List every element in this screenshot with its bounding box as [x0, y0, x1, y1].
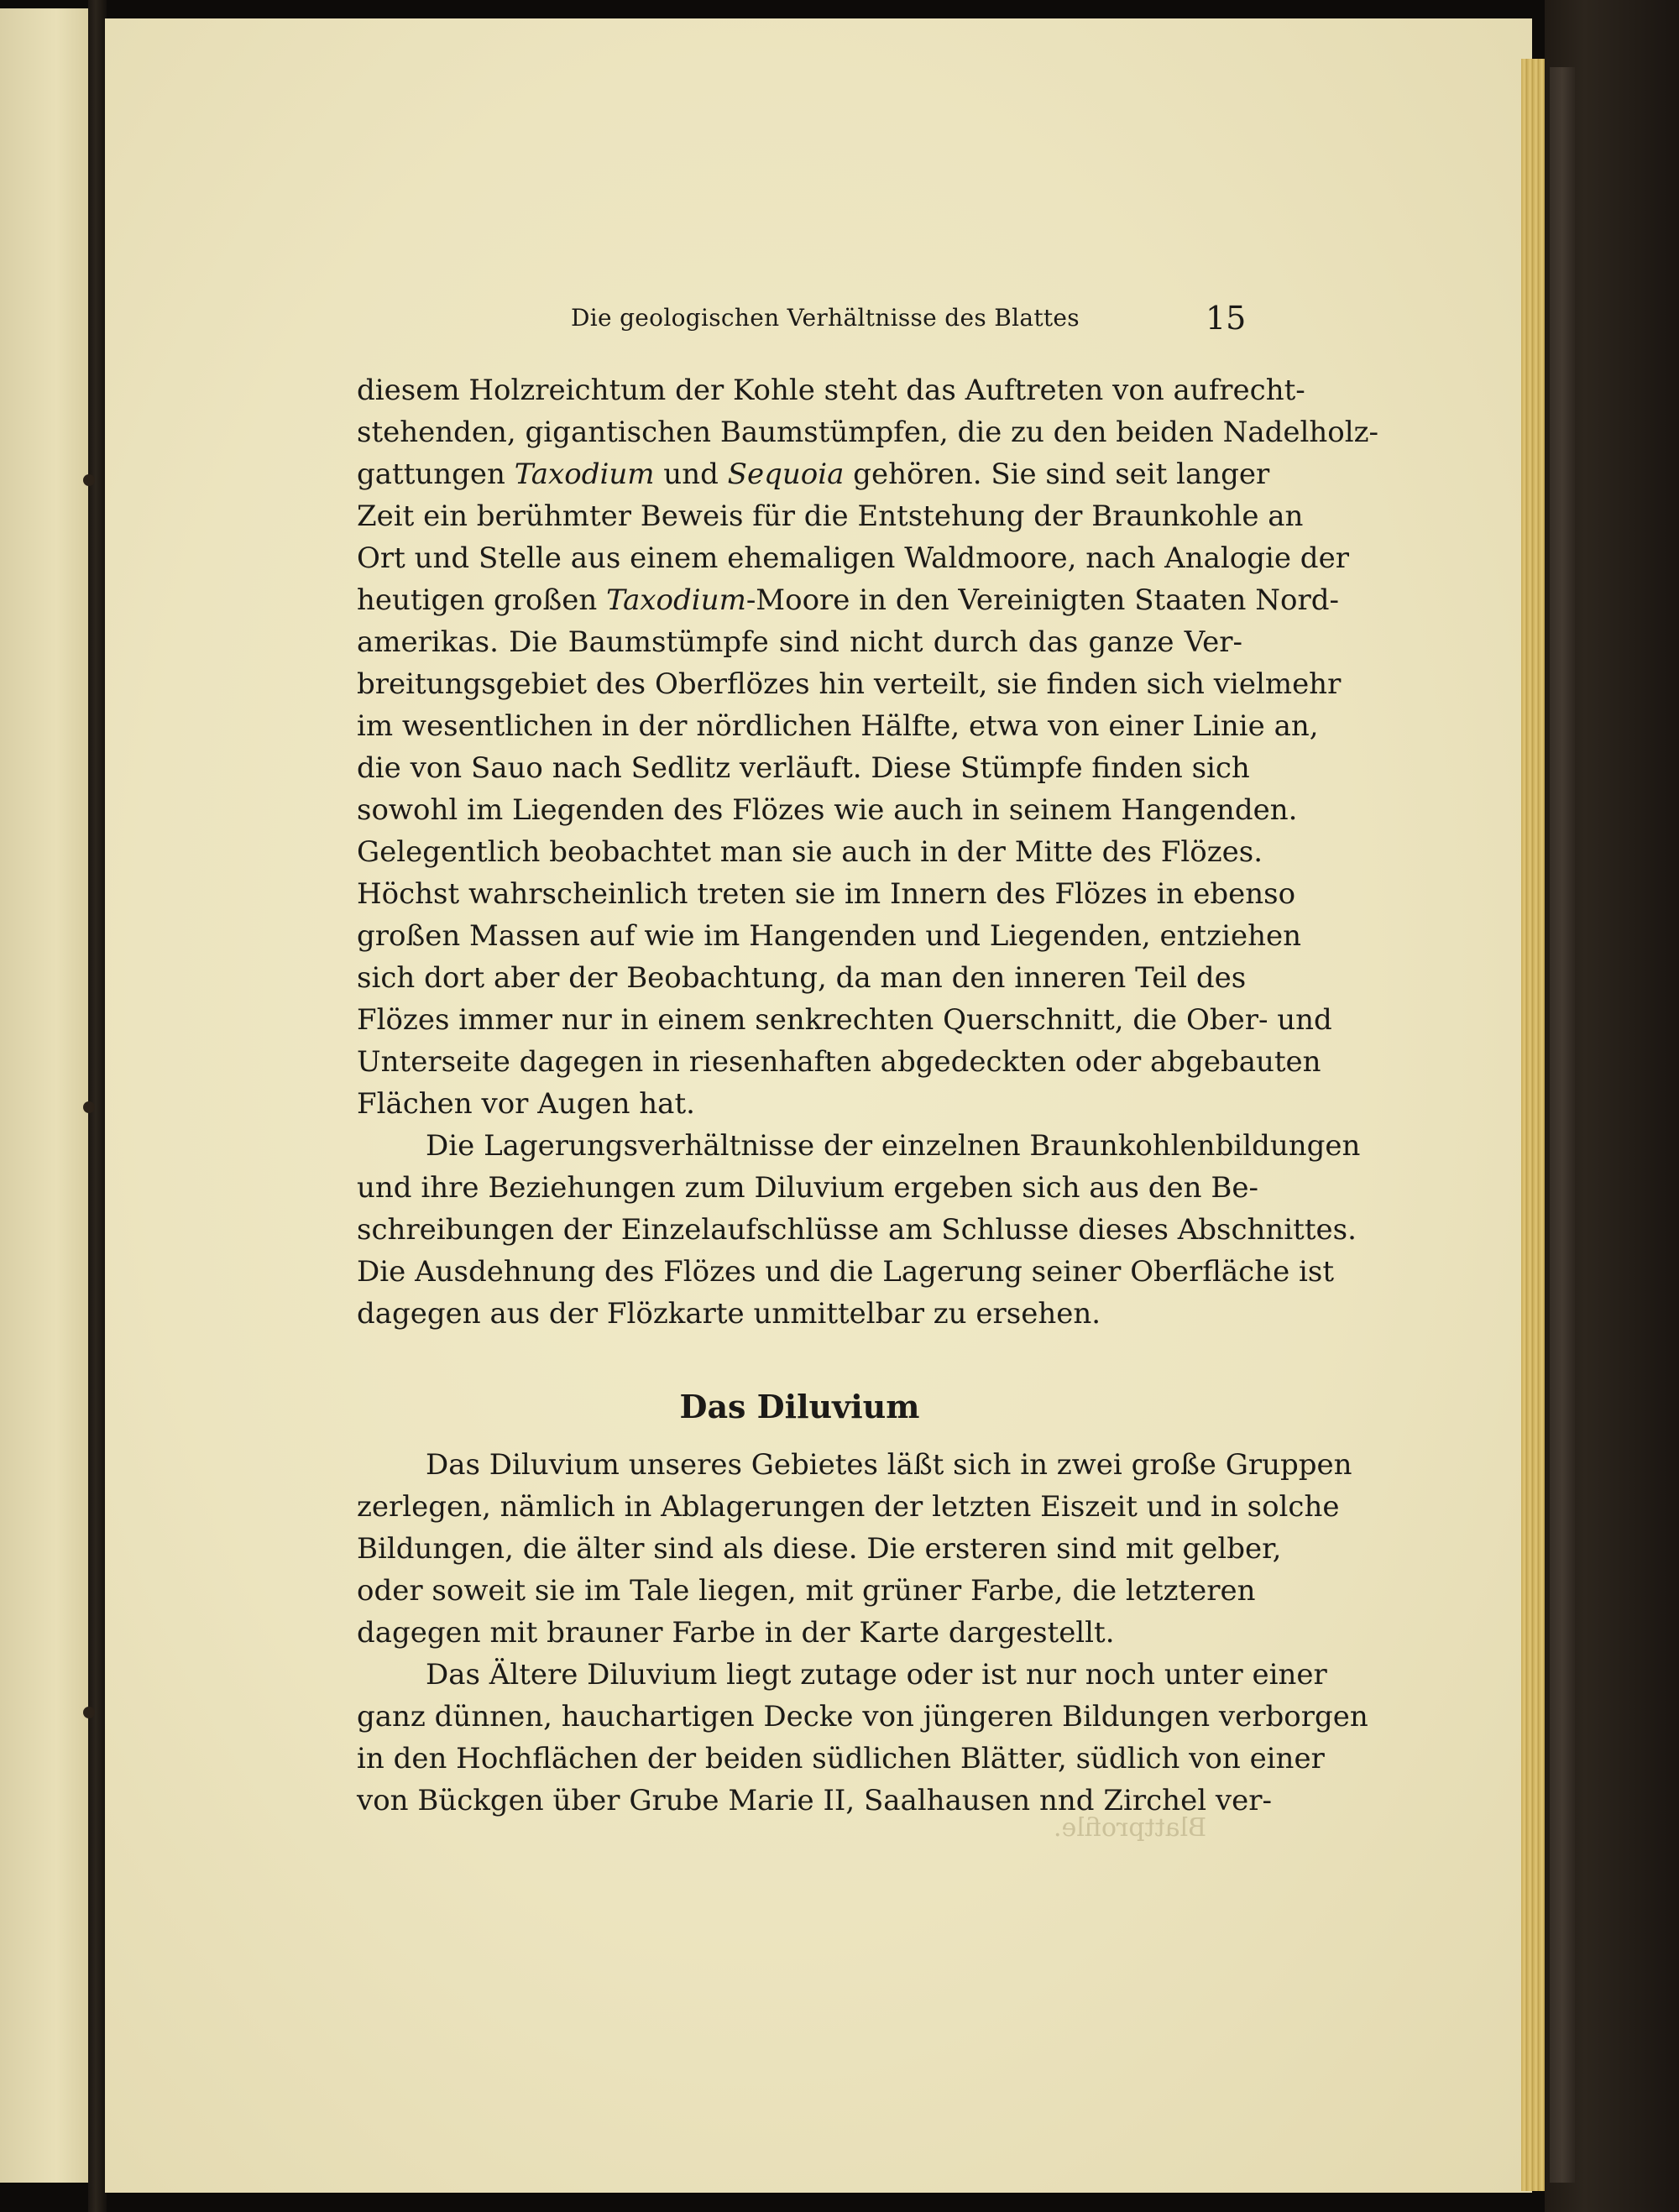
text-line: im wesentlichen in der nördlichen Hälfte, etwa von einer Linie an,	[357, 709, 1319, 743]
binding-stitch	[83, 1101, 95, 1113]
text-line: sich dort aber der Beobachtung, da man den inneren Teil des	[357, 961, 1247, 995]
text-line: Gelegentlich beobachtet man sie auch in der Mitte des Flözes.	[357, 835, 1263, 869]
paragraph-first-line: Die Lagerungsverhältnisse der einzelnen Braunkohlenbildungen	[426, 1129, 1361, 1163]
text-line: ganz dünnen, hauchartigen Decke von jüngeren Bildungen verborgen	[357, 1700, 1368, 1734]
running-head: Die geologischen Verhältnisse des Blattes	[571, 304, 1080, 332]
page-block-edge	[1521, 59, 1545, 2191]
text-line: in den Hochflächen der beiden südlichen Blätter, südlich von einer	[357, 1742, 1325, 1775]
text-run: -Moore in den Vereinigten Staaten Nord-	[745, 583, 1339, 617]
text-line	[357, 453, 1270, 495]
genus-name-italic: Taxodium	[514, 458, 655, 491]
text-line: Flächen vor Augen hat.	[357, 1087, 695, 1121]
paragraph-first-line: Das Ältere Diluvium liegt zutage oder ist nur noch unter einer	[426, 1658, 1327, 1692]
text-line	[357, 579, 1339, 621]
text-run: gehören. Sie sind seit langer	[844, 458, 1270, 491]
genus-name-italic: Taxodium	[606, 583, 746, 617]
text-line: breitungsgebiet des Oberflözes hin verteilt, sie finden sich vielmehr	[357, 667, 1342, 701]
text-line: diesem Holzreichtum der Kohle steht das Auftreten von aufrecht-	[357, 374, 1305, 407]
text-line: sowohl im Liegenden des Flözes wie auch in seinem Hangenden.	[357, 793, 1298, 827]
book-cover-board	[1550, 67, 1575, 2183]
genus-name-italic: Sequoia	[727, 458, 845, 491]
text-line: Bildungen, die älter sind als diese. Die ersteren sind mit gelber,	[357, 1532, 1282, 1566]
binding-stitch	[83, 1707, 95, 1718]
section-heading: Das Diluvium	[679, 1388, 920, 1425]
text-line: stehenden, gigantischen Baumstümpfen, die zu den beiden Nadelholz-	[357, 416, 1379, 449]
text-line: Ort und Stelle aus einem ehemaligen Waldmoore, nach Analogie der	[357, 541, 1349, 575]
text-line: oder soweit sie im Tale liegen, mit grüner Farbe, die letzteren	[357, 1574, 1256, 1608]
text-line: amerikas. Die Baumstümpfe sind nicht durch das ganze Ver-	[357, 625, 1242, 659]
text-line: großen Massen auf wie im Hangenden und Liegenden, entziehen	[357, 919, 1302, 953]
page-number: 15	[1206, 300, 1247, 337]
text-line: schreibungen der Einzelaufschlüsse am Schlusse dieses Abschnittes.	[357, 1213, 1357, 1247]
text-run: heutigen großen	[357, 583, 607, 617]
text-line: Die Ausdehnung des Flözes und die Lagerung seiner Oberfläche ist	[357, 1255, 1335, 1289]
text-line: Flözes immer nur in einem senkrechten Querschnitt, die Ober- und	[357, 1003, 1332, 1037]
text-line: Unterseite dagegen in riesenhaften abgedeckten oder abgebauten	[357, 1045, 1321, 1079]
previous-page-edge	[0, 8, 94, 2183]
text-line: von Bückgen über Grube Marie II, Saalhausen nnd Zirchel ver-	[357, 1784, 1272, 1817]
text-run: und	[654, 458, 728, 491]
binding-stitch	[83, 474, 95, 486]
text-line: Höchst wahrscheinlich treten sie im Innern des Flözes in ebenso	[357, 877, 1296, 911]
text-line: und ihre Beziehungen zum Diluvium ergeben sich aus den Be-	[357, 1171, 1258, 1205]
show-through-text: Blattprofile.	[1054, 1813, 1207, 1843]
text-line: Zeit ein berühmter Beweis für die Entstehung der Braunkohle an	[357, 499, 1304, 533]
text-line: die von Sauo nach Sedlitz verläuft. Diese Stümpfe finden sich	[357, 751, 1250, 785]
text-line: zerlegen, nämlich in Ablagerungen der letzten Eiszeit und in solche	[357, 1490, 1340, 1524]
paragraph-first-line: Das Diluvium unseres Gebietes läßt sich in zwei große Gruppen	[426, 1448, 1352, 1482]
text-line: dagegen aus der Flözkarte unmittelbar zu ersehen.	[357, 1297, 1101, 1331]
text-run: gattungen	[357, 458, 515, 491]
text-line: dagegen mit brauner Farbe in der Karte dargestellt.	[357, 1616, 1115, 1650]
